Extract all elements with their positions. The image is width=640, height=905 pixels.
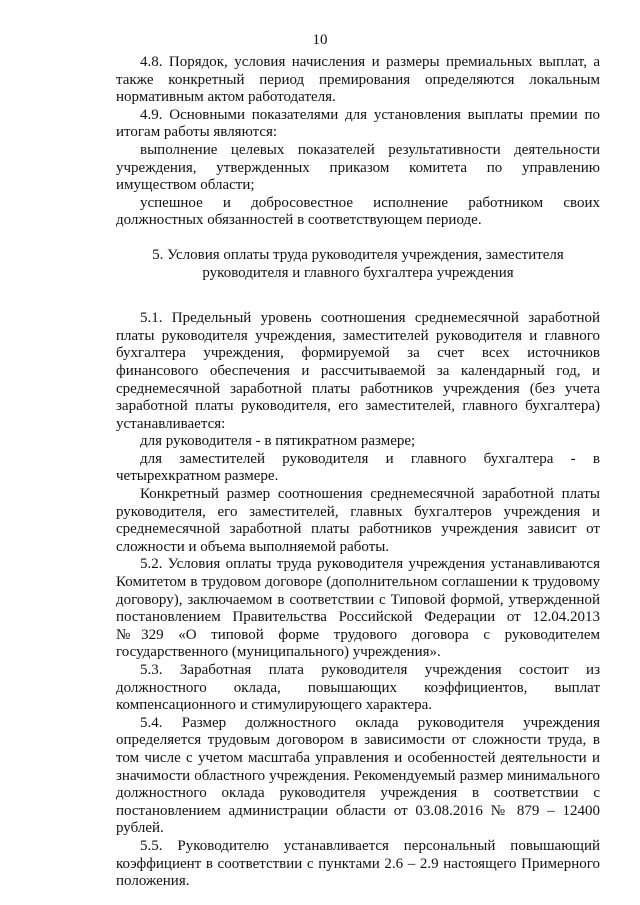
section-5-heading: 5. Условия оплаты труда руководителя учреждения, заместителя руководителя и главного бухгалтера учреждения — [152, 246, 564, 281]
document-body — [116, 54, 600, 891]
paragraph-5-1-deputies: для заместителей руководителя и главного бухгалтера - в четырехкратном размере. — [116, 450, 600, 485]
page-number: 10 — [312, 32, 328, 48]
paragraph-5-5: 5.5. Руководителю устанавливается персональный повышающий коэффициент в соответствии с пунктами 2.6 – 2.9 настоящего Примерного положения. — [116, 837, 600, 890]
paragraph-5-1-head: для руководителя - в пятикратном размере; — [140, 433, 416, 450]
paragraph-4-9: 4.9. Основными показателями для установления выплаты премии по итогам работы являются: — [116, 106, 600, 141]
paragraph-5-1: 5.1. Предельный уровень соотношения среднемесячной заработной платы руководителя учреждения, заместителей руководителя и главного бухгалтера учреждения, формируемой за счет всех источников финансового обеспечения и рассчитываемой за календарный год, и среднемесячной заработной платы работников учреждения (без учета заработной платы руководителя, его заместителей, главного бухгалтера) устанавливается: — [116, 310, 600, 432]
paragraph-indicator-1: выполнение целевых показателей результативности деятельности учреждения, утвержденных приказом комитета по управлению имуществом области; — [116, 141, 600, 194]
paragraph-5-2: 5.2. Условия оплаты труда руководителя учреждения устанавливаются Комитетом в трудовом договоре (дополнительном соглашении к трудовому договору), заключаемом в соответствии с Типовой формой, утвержденной постановлением Правительства Российской Федерации от 12.04.2013 №329 «О типовой форме трудового договора с руководителем государственного (муниципального) учреждения». — [116, 556, 600, 661]
paragraph-5-3: 5.3. Заработная плата руководителя учреждения состоит из должностного оклада, повышающих коэффициентов, выплат компенсационного и стимулирующего характера. — [116, 662, 600, 714]
paragraph-indicator-2: успешное и добросовестное исполнение работником своих должностных обязанностей в соответствующем периоде. — [116, 194, 600, 229]
paragraph-5-4: 5.4. Размер должностного оклада руководителя учреждения определяется трудовым договором в зависимости от сложности труда, в том числе с учетом масштаба управления и особенностей деятельности и значимости областного учреждения. Рекомендуемый размер минимального должностного оклада руководителя учреждения в соответствии с постановлением администрации области от 03.08.2016 № 879 – 12400 рублей. — [116, 714, 600, 837]
paragraph-4-8: 4.8. Порядок, условия начисления и размеры премиальных выплат, а также конкретный период премирования определяются локальным нормативным актом работодателя. — [116, 54, 600, 106]
paragraph-5-1-specific: Конкретный размер соотношения среднемесячной заработной платы руководителя, его заместителей, главных бухгалтеров учреждения и среднемесячной заработной платы работников учреждения зависит от сложности и объема выполняемой работы. — [116, 486, 600, 555]
